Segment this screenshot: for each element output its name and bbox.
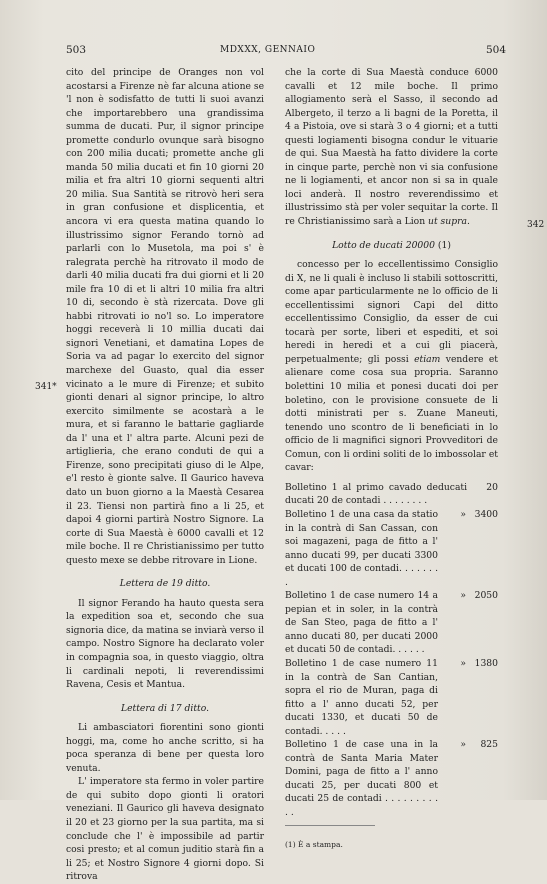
- ledger-currency: ducati: [438, 481, 468, 493]
- ledger-currency: »: [460, 590, 466, 602]
- ledger-currency: »: [460, 657, 466, 669]
- ledger-currency: »: [460, 508, 466, 520]
- left-column: [66, 66, 264, 884]
- ledger-text: Bolletino 1 de case numero 11 in la contrà de San Cantian, sopra el rio de Muran, paga di fitto a l' anno ducati 52, per ducati 1330, et ducati 50 de contadi. . . . .: [285, 657, 438, 737]
- paragraph: Il signor Ferando ha hauto questa sera la expedition soa et, secondo che sua signoria dice, da matina se inviarà verso il campo. Nostro Signore ha declarato voler in compagnia soa, in questo viaggio, oltra li cardinali nepoti, li reverendissimi Ravena, Cesis et Mantua.: [66, 597, 264, 691]
- ledger-text: Bolletino 1 al primo cavado de ducati 20 de contadi . . . . . . . .: [285, 481, 438, 507]
- ledger-amount: 2050: [474, 590, 498, 602]
- running-title: MDXXX, GENNAIO: [220, 45, 316, 55]
- paragraph: Li ambasciatori fiorentini sono gionti hoggi, ma, come ho anche scritto, si ha poca speranza di bene per questa loro venuta.: [66, 722, 264, 774]
- paragraph: L' imperatore sta fermo in voler partire de qui subito dopo gionti li oratori veneziani. Il Gaurico gli haveva designato il 20 et 23 giorno per la sua partita, ma si conclude che l' è impossibile ad partir cosi presto; et al comun juditio starà fin a li 25; et Nostro Signore 4 giorni dopo. Si ritrova: [66, 776, 264, 883]
- page-number-left: 503: [66, 44, 87, 56]
- margin-column-number-right: 342: [527, 220, 545, 230]
- letter-heading: Lettera di 17 ditto.: [121, 702, 209, 714]
- ledger-text: Bolletino 1 de case una in la contrà de Santa Maria Mater Domini, paga de fitto a l' anno ducati 25, per ducati 800 et ducati 25 de contadi . . . . . . . . . . .: [285, 739, 438, 818]
- paragraph-text: vendere et alienare come cosa sua propria. Saranno bolettini 10 milia et ponesi ducati doi per boletino, con le provisione consuete de li dotti ministrati per s. Zuane Maneuti, tenendo uno scontro de li beneficiati in lo officio de li magnifici signori Provveditori de Comun, con li ordini soliti de lo imbossolar et cavar:: [285, 353, 498, 474]
- page-header: [0, 44, 547, 60]
- ledger-amount: 825: [480, 739, 498, 751]
- ledger-entry: [285, 481, 498, 508]
- paragraph: cito del principe de Oranges non vol acostarsi a Firenze nè far alcuna atione se 'l non è sodisfatto de tutti li suoi avanzi che importarebbero una grandissima summa de ducati. Pur, il signor principe promette condurlo ovunque sarà bisogno con 200 milia ducati; promette anche gli manda 50 milia ducati et fin 10 giorni 20 milia et fra altri 10 giorni sequenti altri 20 milia. Sua Santità se ritrovò heri sera in gran confusione et displicentia, et ancora vi era questa matina quando lo illustrissimo signor Ferando tornò ad parlarli con lo Musetola, ma poi s' è ralegrata perchè ha ritrovato il modo de darli 40 milia ducati fra dui giorni et li 20 mile fra 10 di et li altri 10 milia fra altri 10 di, secondo è stà rizercata. Dove gli habbi ritrovati io no'l so. Lo imperatore hoggi receverà li 10 millia ducati dai signori Venetiani, et damatina Lopes de Soria va ad pagar lo exercito del signor marchexe del Guasto, qual dia esser vicinato a le mure di Firenze; et subito gionti denari al signor principe, lo altro exercito similmente se acostarà a le mura, et si faranno le battarie gagliarde da l' una et l' altra parte. Alcuni pezi de artiglieria, che erano conduti de qui a Firenze, sono precipitati giuso di le Alpe, e'l resto è gionte salve. Il Gaurico haveva dato un buon giorno a la Maestà Cesarea il 23. Tiensi non partirà fino a li 25, et dapoi 4 giorni partirà Nostro Signore. La corte di Sua Maestà è 6000 cavalli et 12 mile boche. Il re Christianissimo per tutto questo mexe se debbe ritrovare in Lione.: [66, 67, 264, 566]
- ledger-text: Bolletino 1 de case numero 14 a pepian et in soler, in la contrà de San Steo, paga de fitto a l' anno ducati 80, per ducati 2000 et ducati 50 de contadi. . . . . .: [285, 590, 438, 656]
- italic-word: etiam: [414, 353, 441, 365]
- italic-phrase: ut supra.: [428, 216, 470, 228]
- footnote: (1) È a stampa.: [285, 839, 343, 849]
- paragraph: [285, 66, 498, 229]
- page-number-right: 504: [486, 44, 507, 56]
- footnote-ref: (1): [434, 239, 451, 251]
- lottery-ledger: [285, 481, 498, 820]
- paragraph: [285, 258, 498, 475]
- ledger-entry: [285, 657, 498, 738]
- ledger-amount: 3400: [474, 508, 498, 520]
- ledger-entry: [285, 738, 498, 819]
- paragraph-text: che la corte di Sua Maestà conduce 6000 cavalli et 12 mile boche. Il primo allogiamento serà el Sasso, il secondo ad Albergeto, il terzo a li bagni de la Poretta, il 4 a Pistoia, ove si starà 3 o 4 giorni; et a tutti questi logiamenti bisogna condur le vituarie de qui. Sua Maestà ha fatto dividere la corte in cinque parte, perchè non vi sia confusione ne li logiamenti, et ancor non si sa in quale loci anderà. Il nostro reverendissimo et illustrissimo stà per voler sequitar la corte. Il re Christianissimo sarà a Lion: [285, 67, 498, 228]
- lot-heading-text: Lotto de ducati 20000: [332, 239, 435, 251]
- ledger-entry: [285, 508, 498, 589]
- lot-heading: [285, 239, 498, 253]
- ledger-entry: [285, 589, 498, 657]
- right-column: [285, 66, 498, 851]
- ledger-amount: 20: [486, 481, 498, 493]
- footnote-rule: [285, 825, 375, 826]
- ledger-text: Bolletino 1 de una casa da statio in la contrà di San Cassan, con soi magazeni, paga de fitto a l' anno ducati 99, per ducati 3300 et ducati 100 de contadi. . . . . . . .: [285, 508, 438, 588]
- paragraph-text: concesso per lo eccellentissimo Consiglio di X, ne li quali è incluso li stabili sottoscritti, come apar particularmente ne lo officio de li eccellentissimi signori Capi del ditto eccellentissimo Consiglio, da esser de cui tocarà per sorte, liberi et espediti, et soi heredi in heredi et a cui gli piacerà, perpetualmente; gli possi: [285, 259, 498, 365]
- letter-heading: Lettera de 19 ditto.: [119, 578, 211, 590]
- ledger-amount: 1380: [474, 657, 498, 669]
- ledger-currency: »: [460, 739, 466, 751]
- margin-column-number-left: 341*: [35, 382, 57, 392]
